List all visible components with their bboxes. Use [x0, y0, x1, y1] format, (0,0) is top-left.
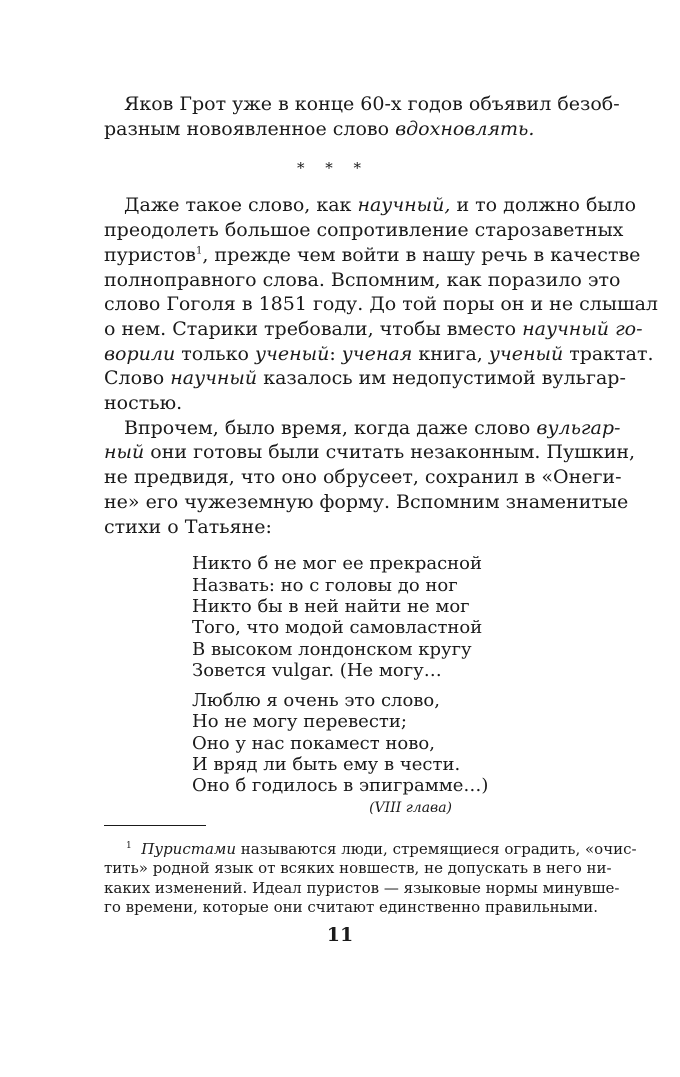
footnote-reference: 1: [195, 245, 203, 257]
poem-line: Никто б не мог ее прекрасной: [192, 553, 482, 575]
poem-line: В высоком лондонском кругу: [192, 638, 472, 660]
page-body: [104, 92, 659, 918]
poem-line: Оно б годилось в эпиграмме…): [192, 775, 489, 797]
poem-line: Оно у нас покамест ново,: [192, 732, 435, 754]
footnote-marker: 1: [126, 840, 132, 851]
poem-line: Того, что модой самовластной: [192, 617, 483, 639]
poem-line: Люблю я очень это слово,: [192, 689, 440, 711]
poem-line: Никто бы в ней найти не мог: [192, 596, 470, 618]
poem-line: Но не могу перевести;: [192, 711, 407, 733]
page-number: 11: [326, 924, 354, 946]
footnote: $^1$ Пуристами называются люди, стремящиеся оградить, «очис- тить» родной язык от всяких новшеств, не допускать в него ни- каких изменений. Идеал пуристов — языковые нормы минувше- го времени, которые они считают единственно правильными.: [104, 839, 637, 917]
poem-quote: [192, 553, 562, 796]
paragraph-grot: Яков Грот уже в конце 60-х годов объявил безоб- разным новоявленное слово вдохновлять.: [104, 93, 620, 140]
poem-line: И вряд ли быть ему в чести.: [192, 753, 461, 775]
poem-attribution: (VIII глава): [369, 799, 452, 816]
paragraph-vulgarny: Впрочем, было время, когда даже слово вульгар- ный они готовы были считать незаконным. Пушкин, не предвидя, что оно обрусеет, сохранил в «Онеги- не» его чужеземную форму. Вспомним знаменитые стихи о Татьяне:: [104, 416, 636, 538]
poem-line: Зовется vulgar. (Не могу…: [192, 660, 442, 682]
poem-line: Назвать: но с головы до ног: [192, 574, 458, 596]
footnote-divider: [104, 825, 206, 826]
paragraph-nauchny: Даже такое слово, как научный, и то должно было преодолеть большое сопротивление старозаветных пуристов$^1$, прежде чем войти в нашу речь в качестве полноправного слова. Вспомним, как поразило это слово Гоголя в 1851 году. До той поры он и не слышал о нем. Старики требовали, чтобы вместо научный го- ворили только ученый: ученая книга, ученый трактат. Слово научный казалось им недопустимой вульгар- ностью.: [104, 194, 659, 415]
poem-stanza: [192, 690, 562, 797]
section-separator: * * *: [296, 159, 370, 178]
poem-stanza: [192, 553, 562, 681]
